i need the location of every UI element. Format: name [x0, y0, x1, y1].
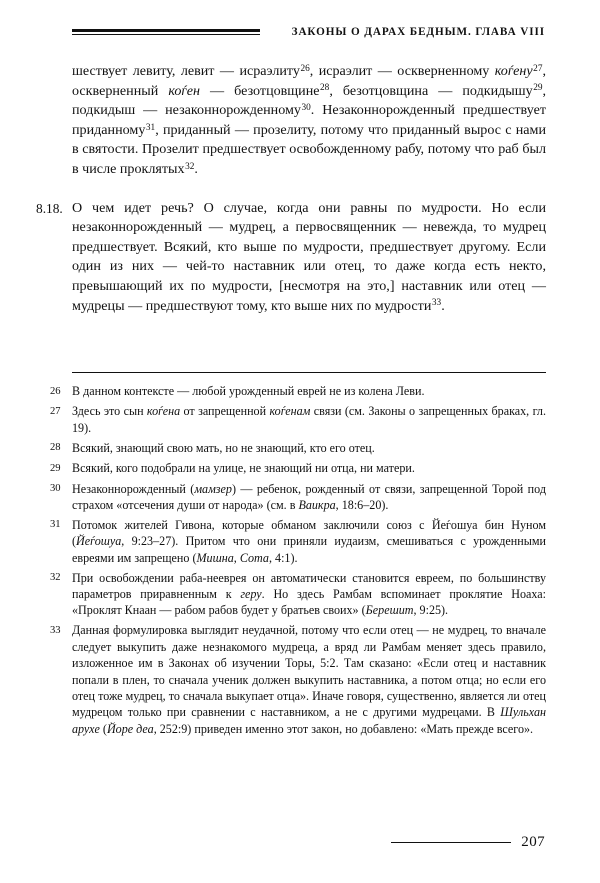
italic-term: Берешит	[365, 603, 414, 618]
footnote-number[interactable]: 26	[50, 385, 61, 397]
body-text-block	[36, 62, 547, 316]
text-run: Здесь это сын	[72, 404, 147, 419]
footnote-reference[interactable]: 30	[301, 103, 311, 113]
footnote-text	[72, 383, 546, 399]
text-run: . Но здесь Рамбам вспоминает проклятие Ноаха: «Проклят Кнаан — рабом рабов будет у братьев своих» (	[72, 586, 546, 618]
text-run: Незаконнорожденный (	[72, 481, 195, 496]
italic-term: Шульхан арухе	[72, 705, 546, 736]
footnote-list	[50, 383, 546, 737]
footnote-text	[72, 622, 546, 737]
footnote-text	[72, 570, 546, 619]
text-run: Всякий, кого подобрали на улице, не знающий ни отца, ни матери.	[72, 461, 415, 476]
footnote-text	[72, 403, 546, 436]
footnote-item	[50, 570, 546, 619]
text-run: .	[441, 297, 445, 314]
footnote-item	[50, 440, 546, 457]
text-run: , 9:23–27). Притом что они приняли иудаизм, смешиваться с урожденными евреями им запрещено (	[72, 534, 546, 565]
folio-rule	[391, 842, 511, 844]
paragraph-continued	[72, 62, 546, 180]
footnote-item	[50, 517, 546, 566]
halacha-8-18	[36, 199, 546, 317]
italic-term: Йеѓошуа	[76, 534, 122, 549]
footnote-item	[50, 481, 546, 514]
footnote-item	[50, 460, 546, 477]
italic-term: Сота	[239, 550, 269, 565]
page-number: 207	[521, 834, 545, 850]
text-run: (	[99, 721, 107, 736]
footnote-number[interactable]: 27	[50, 405, 61, 417]
text-run: ) — ребенок, рожденный от связи, запрещенной Торой под страхом «отсечения души от народа» (см. в	[72, 481, 546, 512]
text-run: Данная формулировка выглядит неудачной, потому что если отец — не мудрец, то вначале следует выкупить даже незнакомого мудреца, а вряд ли Рамбам меняет здесь правило, изложенное им в Законах об изучении Торы, 5:2. Там сказано: «Если отец и наставник попали в плен, то сначала ученик должен выкупить наставника, а потом отца; но если его отец тоже мудрец, то сначала выкупает отца». Иначе говоря, существенно, является ли отец мудрецом только при сравнении с наставником, а не с другими мудрецами. В	[72, 623, 546, 720]
footnote-text	[72, 481, 546, 514]
text-run: , оскверненный	[72, 63, 546, 99]
footnote-reference[interactable]: 29	[533, 83, 543, 94]
text-run: — безотцовщине	[199, 82, 320, 99]
footnote-item	[50, 383, 546, 400]
text-run: связи (см. Законы о запрещенных браках, гл. 19).	[72, 404, 546, 435]
text-run: Потомок жителей Гивона, которые обманом заключили союз с Йеѓошуа бин Нуном (	[72, 517, 546, 549]
footnote-reference[interactable]: 33	[431, 298, 442, 309]
footnote-reference[interactable]: 28	[320, 83, 330, 94]
footnote-reference[interactable]: 26	[300, 63, 310, 74]
footnote-text	[72, 517, 546, 566]
footnote-number[interactable]: 33	[50, 624, 61, 636]
footnote-number[interactable]: 32	[50, 572, 61, 584]
italic-term: Мишна	[196, 550, 234, 565]
italic-term: коѓен	[168, 82, 200, 99]
text-run: В данном контексте — любой урожденный еврей не из колена Леви.	[72, 384, 425, 398]
footnote-number[interactable]: 31	[50, 519, 61, 531]
footnote-reference[interactable]: 31	[145, 122, 156, 133]
italic-term: Йоре деа	[106, 721, 154, 736]
text-run: , 4:1).	[268, 550, 298, 565]
text-run: шествует левиту, левит — исраэлиту	[72, 63, 300, 79]
text-run: Всякий, знающий свою мать, но не знающий, кто его отец.	[72, 440, 375, 455]
italic-term: мамзер	[194, 481, 232, 496]
footnote-reference[interactable]: 27	[533, 63, 543, 74]
halacha-body	[72, 199, 546, 317]
text-run: , 252:9) приведен именно этот закон, но добавлено: «Мать прежде всего».	[153, 721, 534, 736]
footnote-number[interactable]: 29	[50, 462, 61, 474]
halacha-number: 8.18.	[36, 200, 63, 216]
italic-term: коѓену	[494, 63, 533, 79]
footnote-separator-rule	[72, 372, 546, 373]
footnotes-section	[50, 372, 546, 741]
footnote-item	[50, 622, 546, 737]
folio	[391, 835, 545, 850]
halacha-text	[72, 199, 546, 317]
running-head-rule	[72, 29, 260, 35]
text-run: .	[194, 160, 198, 177]
text-run: , исраэлит — оскверненному	[309, 63, 495, 79]
running-head	[72, 22, 545, 44]
text-run: При освобождении раба-нееврея он автоматически становится евреем, по большинству параметров приравненным к	[72, 570, 546, 601]
text-run: О чем идет речь? О случае, когда они равны по мудрости. Но если незаконнорожденный — мудрец, а первосвященник — невежда, то мудрец предшествует. Всякий, кто выше по мудрости, предшествует другому. Если один из них — чей-то наставник или отец, то даже когда есть некто, превышающий их по мудрости, [несмотря на это,] наставник или отец — мудрецы — предшествуют тому, кто выше них по мудрости	[72, 199, 546, 314]
text-run: , 9:25).	[413, 603, 449, 618]
italic-term: Ваикра	[298, 497, 336, 512]
running-head-title: ЗАКОНЫ О ДАРАХ БЕДНЫМ. ГЛАВА VIII	[291, 26, 545, 39]
footnote-number[interactable]: 30	[50, 483, 61, 495]
footnote-text	[72, 440, 546, 456]
text-run: от запрещенной	[180, 404, 270, 419]
footnote-item	[50, 403, 546, 436]
footnote-number[interactable]: 28	[50, 442, 61, 454]
text-run: , приданный — прозелиту, потому что приданный вырос с нами в святости. Прозелит предшествует освобожденному рабу, потому что раб был в числе проклятых	[72, 121, 546, 177]
text-run: . Незаконнорожденный предшествует приданному	[72, 102, 547, 138]
italic-term: коѓенам	[269, 404, 311, 419]
italic-term: коѓена	[146, 404, 181, 419]
text-run: , подкидыш — незаконнорожденному	[72, 82, 547, 119]
text-run: , 18:6–20).	[335, 497, 389, 512]
footnote-reference[interactable]: 32	[185, 161, 195, 172]
text-run: ,	[233, 550, 240, 565]
footnote-text	[72, 460, 546, 476]
italic-term: геру	[240, 586, 262, 601]
text-run: , безотцовщина — подкидышу	[329, 82, 533, 99]
